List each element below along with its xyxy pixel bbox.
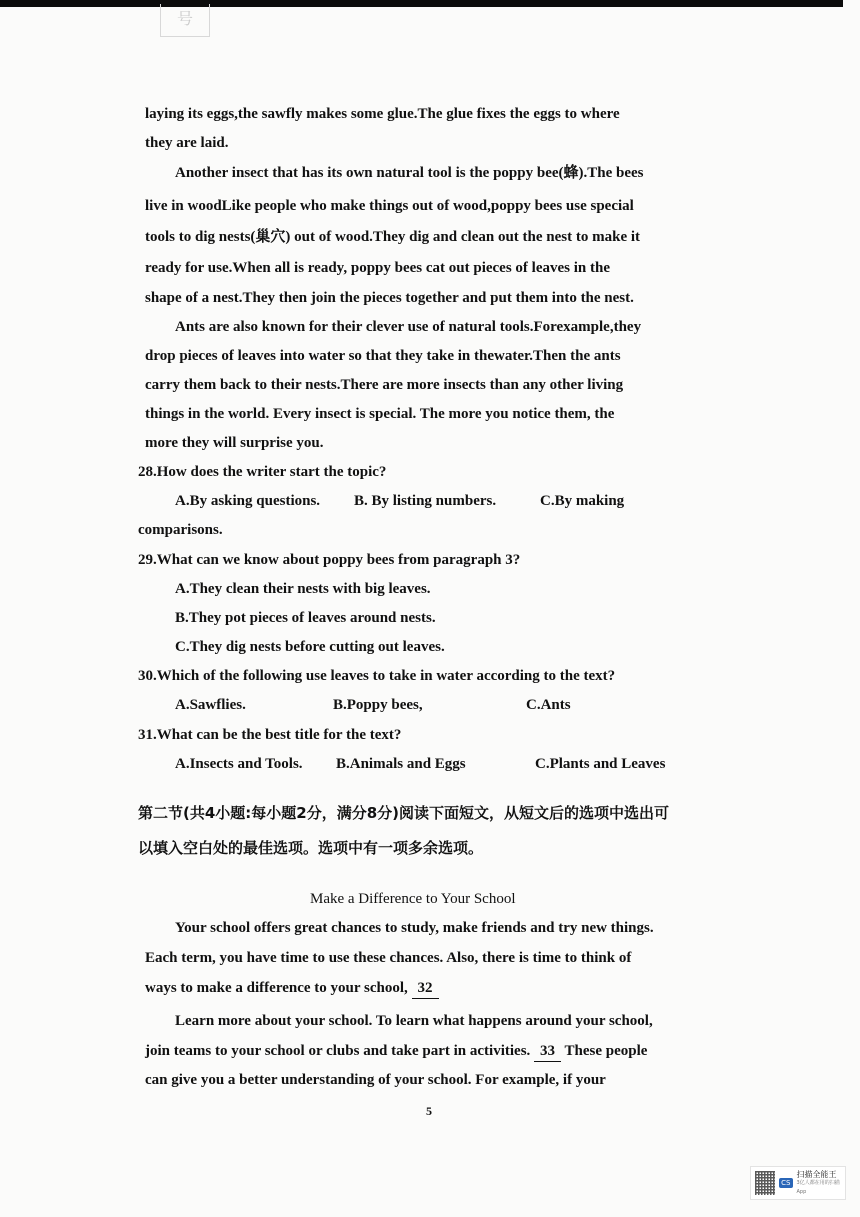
question-31-option-b: B.Animals and Eggs (336, 756, 466, 772)
scanner-badge: CS (781, 1179, 791, 1187)
question-29-option-c: C.They dig nests before cutting out leaves. (175, 639, 445, 655)
passage2-p1-line-2: Each term, you have time to use these chances. Also, there is time to think of (145, 950, 632, 966)
scanner-text-block (797, 1170, 841, 1197)
question-28-continuation: comparisons. (138, 522, 223, 538)
passage1-line-11: things in the world. Every insect is special. The more you notice them, the (145, 406, 615, 422)
question-30-stem: 30.Which of the following use leaves to take in water according to the text? (138, 668, 616, 684)
question-28-option-b: B. By listing numbers. (354, 493, 497, 509)
blank-32: 32 (412, 978, 439, 999)
passage2-p2-line-2 (145, 1041, 647, 1062)
question-30-option-a: A.Sawflies. (175, 697, 246, 713)
question-28-option-c: C.By making (540, 493, 625, 509)
passage2-p2-line-3: can give you a better understanding of your school. For example, if your (145, 1072, 606, 1088)
blank-33: 33 (534, 1041, 561, 1062)
scanner-subtitle: 3亿人都在用的扫描App (796, 1179, 840, 1195)
passage2-p2-line-2-end: These people (564, 1043, 648, 1059)
question-28-option-a: A.By asking questions. (175, 493, 321, 509)
passage1-line-2: they are laid. (145, 135, 229, 151)
page-number: 5 (426, 1104, 432, 1118)
section2-instruction-line-2: 以填入空白处的最佳选项。选项中有一项多余选项。 (138, 839, 484, 857)
passage1-line-9: drop pieces of leaves into water so that they take in thewater.Then the ants (145, 348, 621, 364)
scanner-name: 扫描全能王 (796, 1169, 837, 1179)
passage1-line-1: laying its eggs,the sawfly makes some glue.The glue fixes the eggs to where (145, 106, 620, 122)
qr-code-icon (755, 1171, 775, 1195)
passage1-line-12: more they will surprise you. (145, 435, 324, 451)
question-31-option-c: C.Plants and Leaves (535, 756, 666, 772)
question-30-option-c: C.Ants (526, 697, 571, 713)
scanner-watermark (750, 1166, 846, 1200)
passage1-line-5: tools to dig nests(巢穴) out of wood.They dig and clean out the nest to make it (145, 229, 641, 245)
question-29-option-b: B.They pot pieces of leaves around nests. (175, 610, 436, 626)
passage1-line-4: live in woodLike people who make things out of wood,poppy bees use special (145, 198, 634, 214)
question-31-stem: 31.What can be the best title for the text? (138, 727, 402, 743)
passage2-p2-line-1: Learn more about your school. To learn what happens around your school, (175, 1013, 653, 1029)
passage1-line-6: ready for use.When all is ready, poppy bees cat out pieces of leaves in the (145, 260, 610, 276)
passage2-p1-line-3-text: ways to make a difference to your school, (145, 980, 408, 996)
question-30-option-b: B.Poppy bees, (333, 697, 423, 713)
question-29-option-a: A.They clean their nests with big leaves. (175, 581, 431, 597)
question-28-stem: 28.How does the writer start the topic? (138, 464, 387, 480)
passage1-line-10: carry them back to their nests.There are more insects than any other living (145, 377, 624, 393)
passage1-line-3: Another insect that has its own natural tool is the poppy bee(蜂).The bees (175, 165, 644, 181)
passage2-title: Make a Difference to Your School (310, 891, 516, 907)
question-29-stem: 29.What can we know about poppy bees from paragraph 3? (138, 552, 521, 568)
passage2-p1-line-1: Your school offers great chances to study, make friends and try new things. (175, 920, 654, 936)
scan-stamp-mark: 号 (160, 4, 210, 37)
question-31-option-a: A.Insects and Tools. (175, 756, 303, 772)
passage1-line-8: Ants are also known for their clever use of natural tools.Forexample,they (175, 319, 642, 335)
passage2-p2-line-2-text: join teams to your school or clubs and take part in activities. (145, 1043, 531, 1059)
passage1-line-7: shape of a nest.They then join the pieces together and put them into the nest. (145, 290, 634, 306)
section2-instruction-line-1: 第二节(共4小题:每小题2分，满分8分)阅读下面短文，从短文后的选项中选出可 (138, 804, 670, 822)
passage2-p1-line-3 (145, 978, 439, 999)
